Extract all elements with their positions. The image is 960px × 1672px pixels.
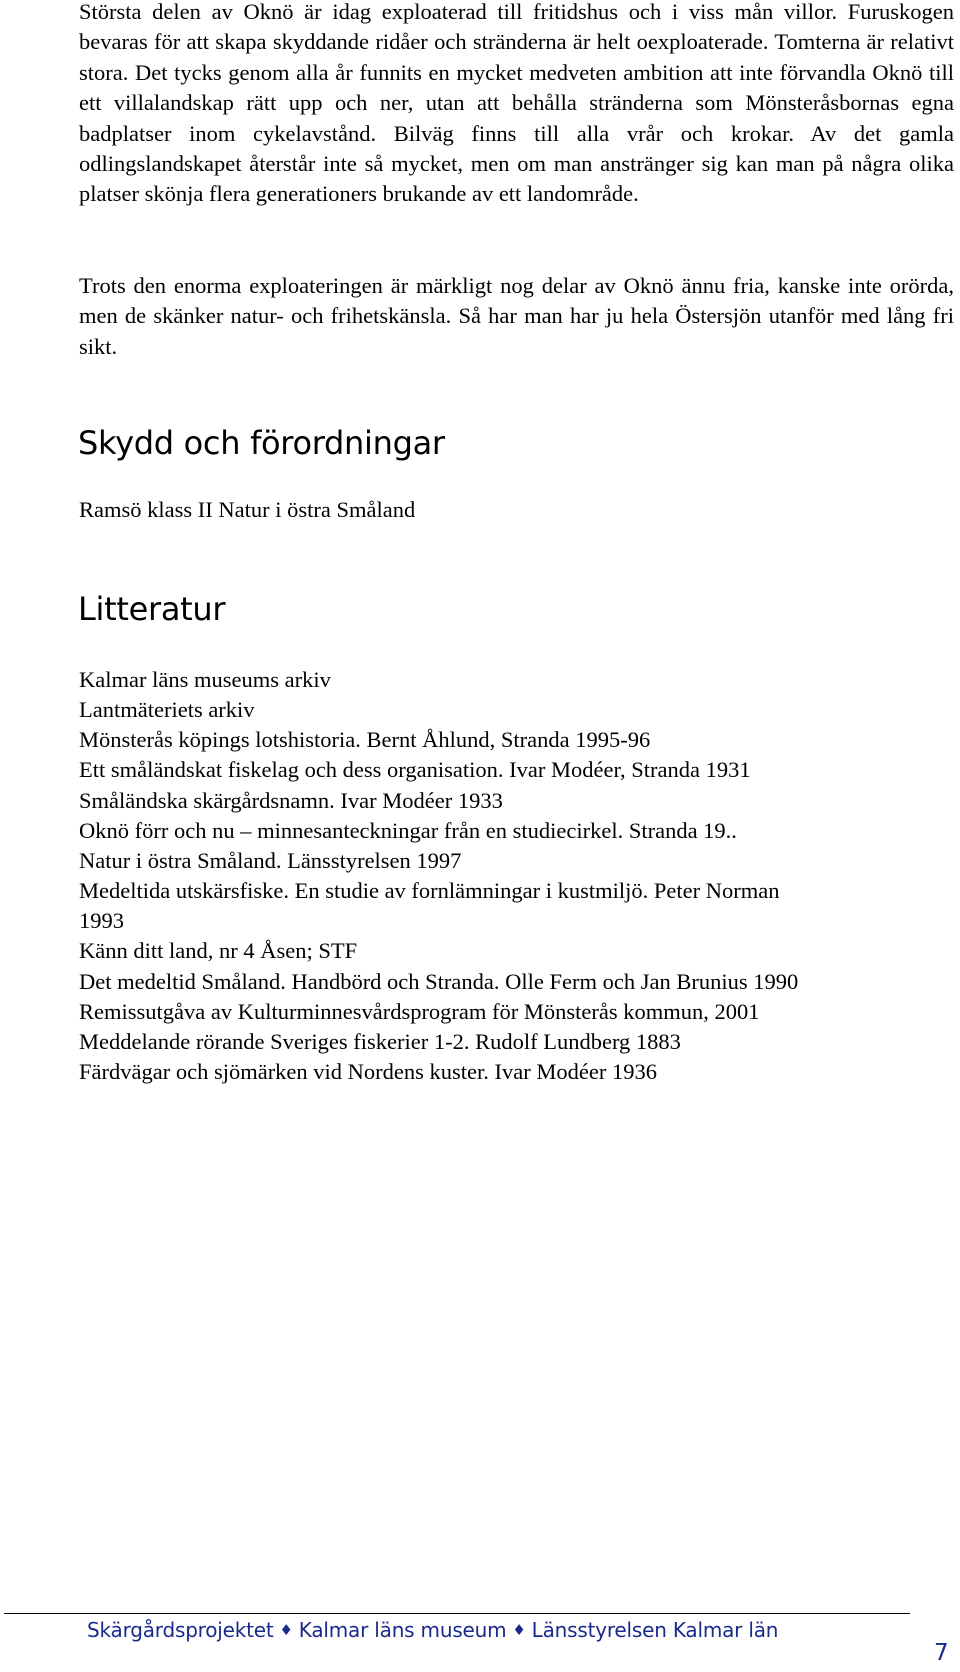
heading-protection: Skydd och förordningar (78, 424, 445, 462)
literature-item: Känn ditt land, nr 4 Åsen; STF (79, 938, 358, 963)
footer-museum: Kalmar läns museum (298, 1618, 507, 1642)
heading-literature: Litteratur (78, 590, 226, 628)
literature-item: Remissutgåva av Kulturminnesvårdsprogram för Mönsterås kommun, 2001 (79, 999, 760, 1024)
literature-item: Kalmar läns museums arkiv (79, 667, 331, 692)
literature-item: Det medeltid Småland. Handbörd och Stranda. Olle Ferm och Jan Brunius 1990 (79, 969, 799, 994)
literature-item: Mönsterås köpings lotshistoria. Bernt Åhlund, Stranda 1995-96 (79, 727, 651, 752)
literature-item: Färdvägar och sjömärken vid Nordens kuster. Ivar Modéer 1936 (79, 1059, 657, 1084)
footer-county-board: Länsstyrelsen Kalmar län (531, 1618, 779, 1642)
literature-item: Meddelande rörande Sveriges fiskerier 1-2. Rudolf Lundberg 1883 (79, 1029, 681, 1054)
literature-item: Småländska skärgårdsnamn. Ivar Modéer 1933 (79, 788, 503, 813)
body-paragraph-1: Största delen av Oknö är idag exploaterad till fritidshus och i viss mån villor. Furuskogen bevaras för att skapa skyddande ridåer och stränderna är helt oexploaterade. Tomterna är relativt stora. Det tycks genom alla år funnits en mycket medveten ambition att inte förvandla Oknö till ett villalandskap rätt upp och ner, utan att behålla stränderna som Mönsteråsbornas egna badplatser inom cykelavstånd. Bilväg finns till alla vrår och krokar. Av det gamla odlingslandskapet återstår inte så mycket, men om man anstränger sig kan man på några olika platser skönja flera generationers brukande av ett landområde. (79, 0, 954, 207)
literature-item: Ett småländskat fiskelag och dess organisation. Ivar Modéer, Stranda 1931 (79, 757, 751, 782)
footer-project: Skärgårdsprojektet (87, 1618, 274, 1642)
page-number: 7 (934, 1640, 949, 1666)
footer (87, 1618, 778, 1642)
diamond-separator-icon: ♦ (279, 1621, 293, 1639)
literature-item: 1993 (79, 908, 124, 933)
protection-text: Ramsö klass II Natur i östra Småland (79, 497, 416, 522)
diamond-separator-icon: ♦ (512, 1621, 526, 1639)
body-paragraph-2: Trots den enorma exploateringen är märkligt nog delar av Oknö ännu fria, kanske inte orörda, men de skänker natur- och frihetskänsla. Så har man har ju hela Östersjön utanför med lång fri sikt. (79, 273, 954, 359)
literature-item: Medeltida utskärsfiske. En studie av fornlämningar i kustmiljö. Peter Norman (79, 878, 780, 903)
literature-item: Lantmäteriets arkiv (79, 697, 255, 722)
literature-item: Natur i östra Småland. Länsstyrelsen 1997 (79, 848, 462, 873)
literature-item: Oknö förr och nu – minnesanteckningar från en studiecirkel. Stranda 19.. (79, 818, 737, 843)
footer-divider (4, 1613, 910, 1614)
